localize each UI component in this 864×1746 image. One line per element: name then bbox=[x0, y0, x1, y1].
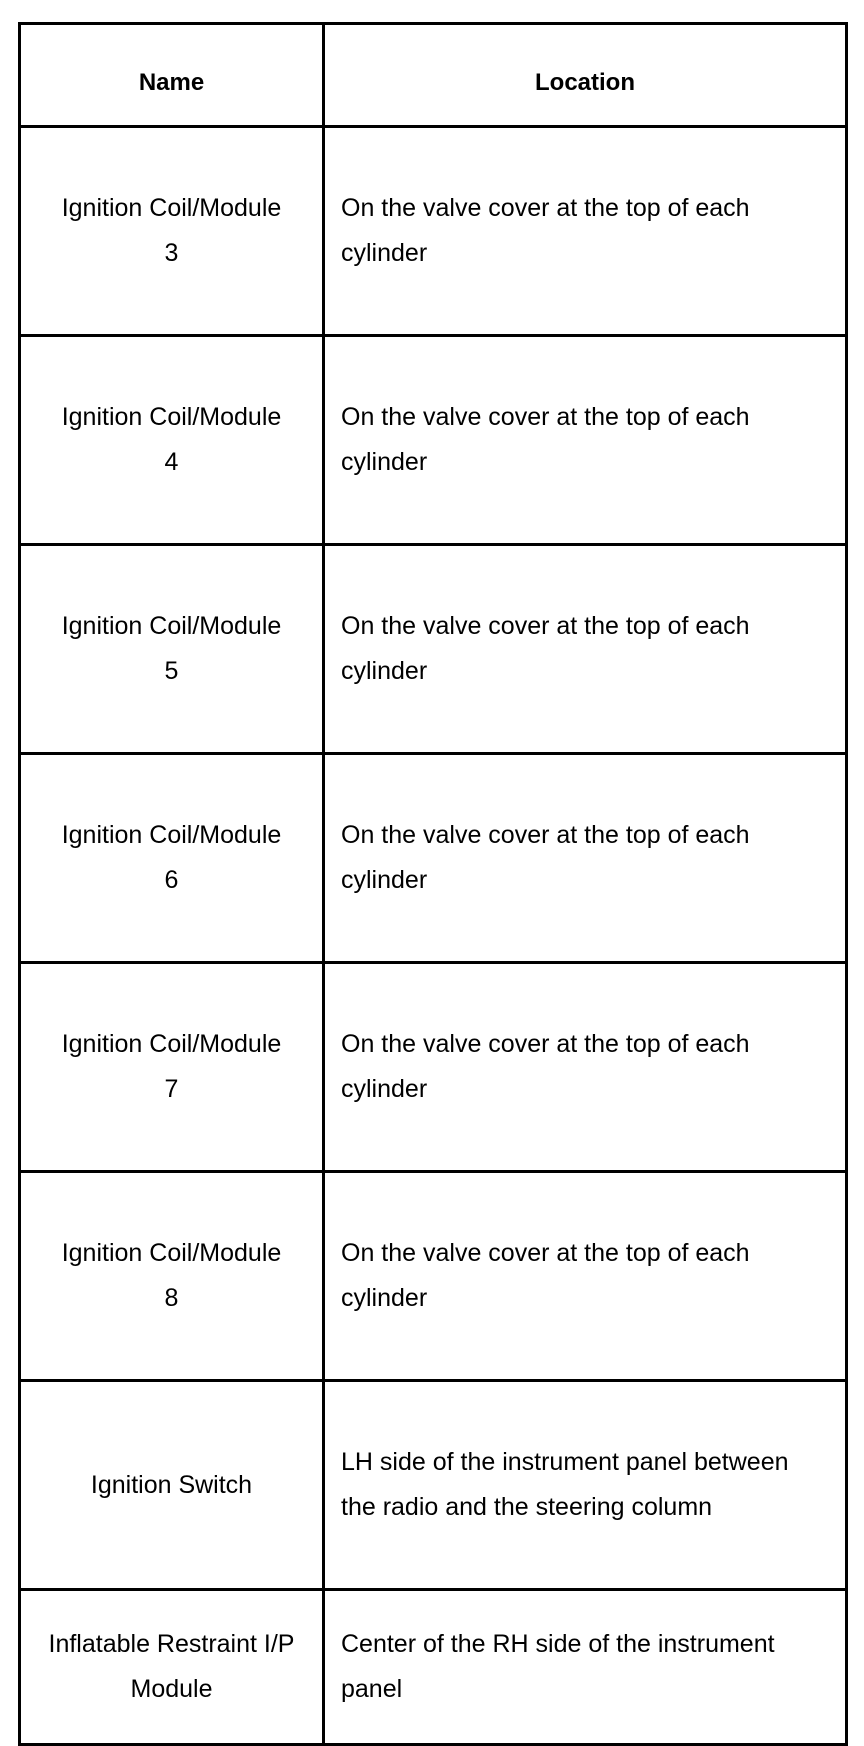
location-cell bbox=[324, 1172, 847, 1381]
name-text: Ignition Coil/Module 3 bbox=[61, 194, 282, 267]
location-text: On the valve cover at the top of each cylinder bbox=[341, 403, 750, 476]
table-row bbox=[20, 127, 847, 336]
name-cell bbox=[20, 754, 324, 963]
location-cell bbox=[324, 127, 847, 336]
table-header-row bbox=[20, 24, 847, 127]
location-text: On the valve cover at the top of each cylinder bbox=[341, 821, 750, 894]
name-cell bbox=[20, 545, 324, 754]
table-row bbox=[20, 963, 847, 1172]
table-row bbox=[20, 754, 847, 963]
name-text: Inflatable Restraint I/P Module bbox=[48, 1630, 295, 1703]
name-cell bbox=[20, 1381, 324, 1590]
name-cell bbox=[20, 1172, 324, 1381]
name-cell bbox=[20, 127, 324, 336]
location-cell bbox=[324, 1590, 847, 1745]
table-row bbox=[20, 545, 847, 754]
name-text: Ignition Coil/Module 5 bbox=[61, 612, 282, 685]
name-cell bbox=[20, 336, 324, 545]
location-text: On the valve cover at the top of each cylinder bbox=[341, 1030, 750, 1103]
location-text: On the valve cover at the top of each cylinder bbox=[341, 612, 750, 685]
location-text: On the valve cover at the top of each cylinder bbox=[341, 1239, 750, 1312]
table-row bbox=[20, 1381, 847, 1590]
location-text: On the valve cover at the top of each cylinder bbox=[341, 194, 750, 267]
name-cell bbox=[20, 1590, 324, 1745]
table-row bbox=[20, 1172, 847, 1381]
column-header-location: Location bbox=[324, 24, 847, 127]
name-text: Ignition Coil/Module 4 bbox=[61, 403, 282, 476]
column-header-name: Name bbox=[20, 24, 324, 127]
table-row bbox=[20, 1590, 847, 1745]
location-cell bbox=[324, 963, 847, 1172]
location-text: Center of the RH side of the instrument panel bbox=[341, 1630, 775, 1703]
name-cell bbox=[20, 963, 324, 1172]
name-text: Ignition Coil/Module 7 bbox=[61, 1030, 282, 1103]
location-cell bbox=[324, 754, 847, 963]
location-cell bbox=[324, 545, 847, 754]
location-text: LH side of the instrument panel between the radio and the steering column bbox=[341, 1448, 789, 1521]
location-cell bbox=[324, 336, 847, 545]
table-row bbox=[20, 336, 847, 545]
location-cell bbox=[324, 1381, 847, 1590]
name-text: Ignition Switch bbox=[90, 1470, 253, 1499]
component-location-table bbox=[18, 22, 848, 1746]
name-text: Ignition Coil/Module 6 bbox=[61, 821, 282, 894]
name-text: Ignition Coil/Module 8 bbox=[61, 1239, 282, 1312]
